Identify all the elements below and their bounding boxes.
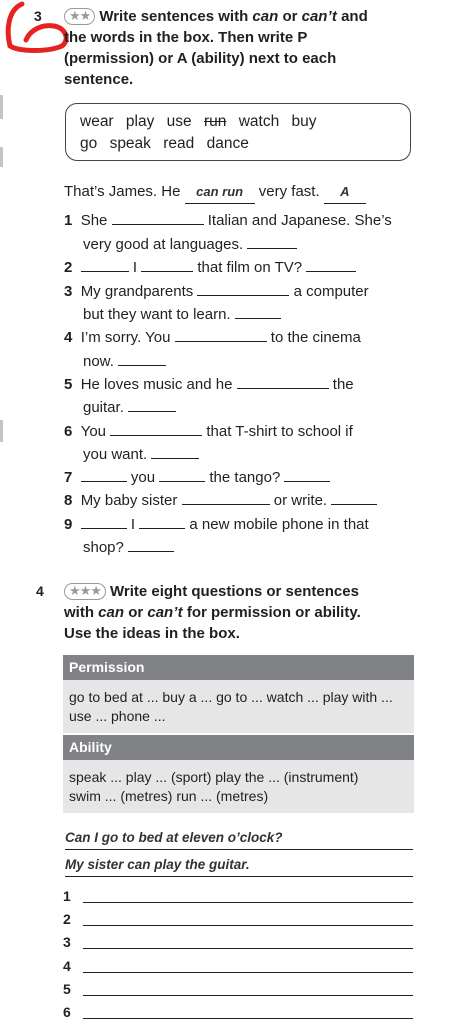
- example-sentence: That’s James. He can run very fast. A: [64, 180, 366, 204]
- answer-number: 1: [63, 888, 71, 904]
- answer-line[interactable]: [83, 907, 413, 926]
- answer-blank[interactable]: [139, 514, 185, 529]
- word-row-1: [80, 113, 317, 131]
- item-4: 4 I’m sorry. You to the cinema: [64, 329, 361, 346]
- answer-blank[interactable]: [81, 467, 127, 482]
- word: use: [166, 113, 192, 130]
- word: read: [163, 135, 195, 152]
- item-6: 6 You that T-shirt to school if: [64, 423, 353, 440]
- item-3-cont: but they want to learn.: [83, 303, 281, 326]
- item-2: 2 I that film on TV?: [64, 256, 356, 279]
- answer-line[interactable]: [83, 954, 413, 973]
- item-6-cont: you want.: [83, 443, 199, 466]
- word: buy: [291, 113, 317, 130]
- margin-mark: [0, 95, 3, 119]
- pa-blank[interactable]: [128, 397, 176, 412]
- pa-blank[interactable]: [235, 304, 281, 319]
- permission-ideas: go to bed at ... buy a ... go to ... watch ... play with ... use ... phone ...: [63, 680, 414, 733]
- word: dance: [206, 135, 249, 152]
- item-3: 3 My grandparents a computer: [64, 283, 369, 300]
- answer-number: 2: [63, 911, 71, 927]
- answer-blank[interactable]: [141, 257, 193, 272]
- answer-blank[interactable]: [112, 210, 204, 225]
- answer-blank[interactable]: [175, 327, 267, 342]
- difficulty-stars: ★★: [64, 8, 95, 25]
- word-row-2: [80, 135, 249, 153]
- answer-blank[interactable]: [81, 514, 127, 529]
- answer-number: 5: [63, 981, 71, 997]
- answer-number: 6: [63, 1004, 71, 1020]
- pa-blank[interactable]: [331, 490, 377, 505]
- margin-mark: [0, 147, 3, 167]
- answer-blank[interactable]: [197, 281, 289, 296]
- ability-ideas: speak ... play ... (sport) play the ... (instrument) swim ... (metres) run ... (metres): [63, 760, 414, 813]
- exercise-number: 4: [36, 583, 44, 599]
- word: play: [125, 113, 155, 130]
- answer-line[interactable]: [83, 1000, 413, 1019]
- exercise-number: 3: [34, 8, 42, 24]
- pa-blank[interactable]: [151, 444, 199, 459]
- margin-mark: [0, 420, 3, 442]
- pa-blank[interactable]: [284, 467, 330, 482]
- answer-line[interactable]: [83, 930, 413, 949]
- item-9: 9 I a new mobile phone in that: [64, 516, 369, 533]
- example-mark: A: [324, 180, 366, 204]
- item-9-cont: shop?: [83, 536, 174, 559]
- word-crossed: run: [203, 113, 227, 130]
- word: watch: [238, 113, 280, 130]
- example-answer-1: Can I go to bed at eleven o’clock?: [65, 830, 413, 850]
- answer-blank[interactable]: [182, 490, 270, 505]
- exercise-3-instructions: ★★ Write sentences with can or can’t and the words in the box. Then write P (permission) or A (ability) next to each sentence.: [64, 8, 368, 88]
- exercise-4-instructions: ★★★ Write eight questions or sentences with can or can’t for permission or ability. Use the ideas in the box.: [64, 583, 361, 642]
- example-answer-2: My sister can play the guitar.: [65, 857, 413, 877]
- item-7: 7 you the tango?: [64, 466, 330, 489]
- answer-line[interactable]: [83, 977, 413, 996]
- answer-blank[interactable]: [159, 467, 205, 482]
- answer-number: 4: [63, 958, 71, 974]
- word-box: [65, 103, 411, 161]
- permission-header: Permission: [63, 655, 414, 680]
- example-answer: can run: [185, 180, 255, 204]
- answer-blank[interactable]: [110, 421, 202, 436]
- pa-blank[interactable]: [306, 257, 356, 272]
- pa-blank[interactable]: [247, 234, 297, 249]
- item-8: 8 My baby sister or write.: [64, 489, 377, 512]
- answer-line[interactable]: [83, 884, 413, 903]
- item-5-cont: guitar.: [83, 396, 176, 419]
- difficulty-stars: ★★★: [64, 583, 106, 600]
- item-1-cont: very good at languages.: [83, 233, 297, 256]
- item-5: 5 He loves music and he the: [64, 376, 354, 393]
- ability-header: Ability: [63, 735, 414, 760]
- item-4-cont: now.: [83, 350, 166, 373]
- answer-blank[interactable]: [237, 374, 329, 389]
- item-1: 1 She Italian and Japanese. She’s: [64, 212, 392, 229]
- word: wear: [80, 113, 114, 130]
- answer-blank[interactable]: [81, 257, 129, 272]
- answer-number: 3: [63, 934, 71, 950]
- word: go: [80, 135, 98, 152]
- pa-blank[interactable]: [118, 351, 166, 366]
- pa-blank[interactable]: [128, 537, 174, 552]
- word: speak: [109, 135, 151, 152]
